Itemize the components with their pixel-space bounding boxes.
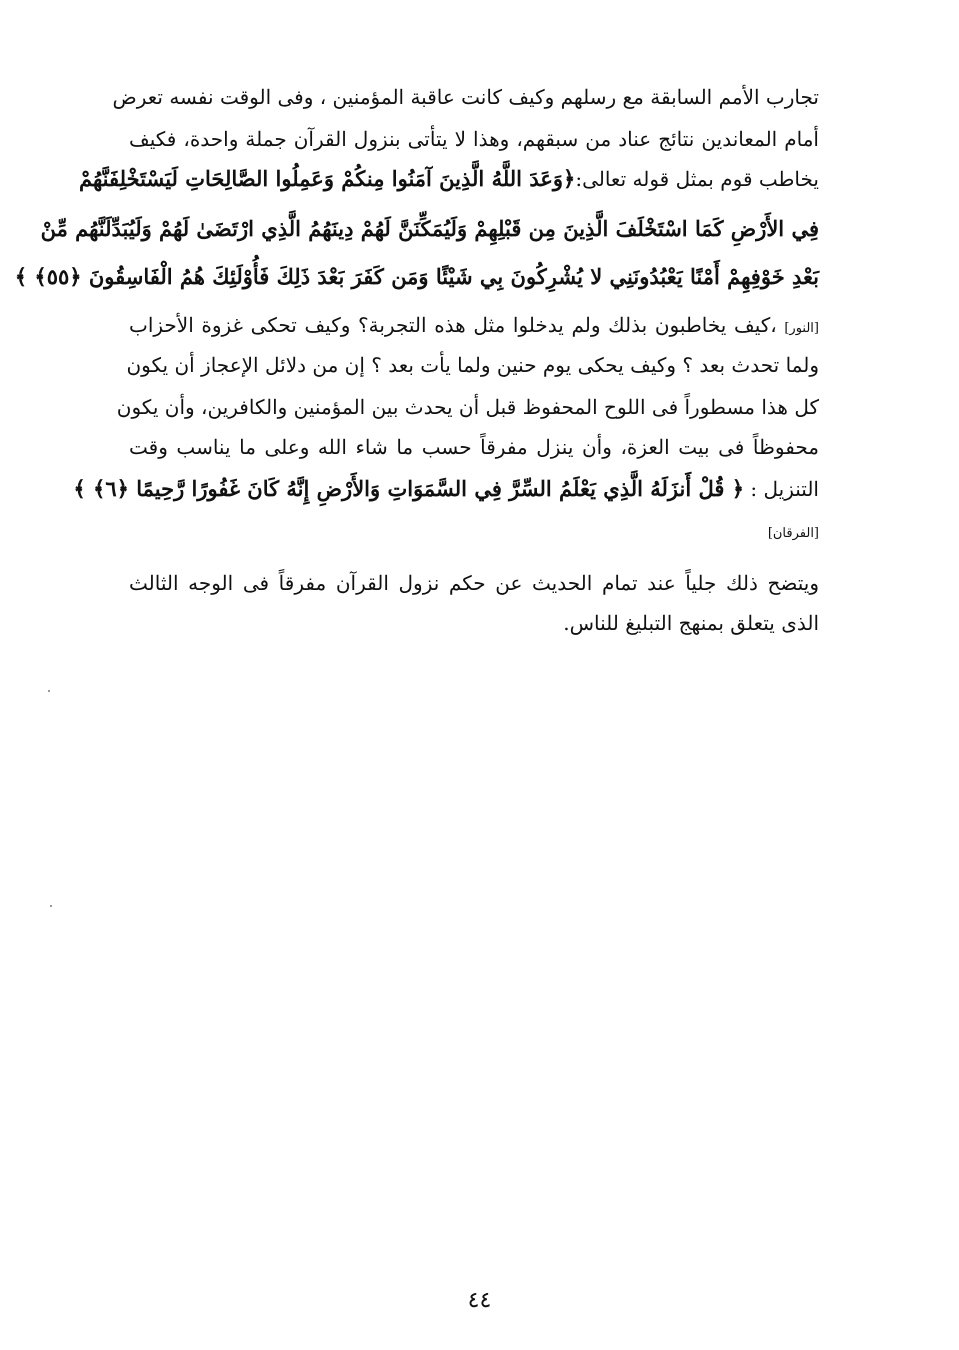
quran-verse-nur-part3: بَعْدِ خَوْفِهِمْ أَمْنًا يَعْبُدُونَنِي لا يُشْرِكُونَ بِي شَيْئًا وَمَن كَفَرَ بَعْدَ ذَلِكَ فَأُوْلَئِكَ هُمُ الْفَاسِقُونَ ﴿٥٥﴾ ﴾	[14, 264, 819, 289]
text-line-6-body: ،كيف يخاطبون بذلك ولم يدخلوا مثل هذه التجربة؟ وكيف تحكى غزوة الأحزاب	[129, 313, 777, 337]
text-line-9: محفوظاً فى بيت العزة، وأن ينزل مفرقاً حسب ما شاء الله وعلى ما يناسب وقت	[129, 435, 819, 459]
paragraph2-line-2: الذى يتعلق بمنهج التبليغ للناس.	[563, 611, 819, 635]
intro-text-2: التنزيل :	[750, 477, 819, 501]
quran-verse-furqan: ﴿ قُلْ أَنزَلَهُ الَّذِي يَعْلَمُ السِّرَّ فِي السَّمَوَاتِ وَالأَرْضِ إِنَّهُ كَانَ غَفُورًا رَّحِيمًا ﴿٦﴾ ﴾	[73, 476, 745, 501]
scan-speck	[48, 690, 50, 692]
text-line-3	[79, 164, 819, 198]
page-number: ٤٤	[467, 1288, 492, 1313]
paragraph2-line-1: ويتضح ذلك جلياً عند تمام الحديث عن حكم نزول القرآن مفرقاً فى الوجه الثالث	[129, 571, 819, 595]
surah-reference-furqan: [الفرقان]	[767, 526, 819, 541]
text-line-6	[129, 310, 819, 344]
surah-reference-nur: [النور]	[784, 321, 819, 336]
text-line-2: أمام المعاندين نتائج عناد من سبقهم، وهذا لا يتأتى بنزول القرآن جملة واحدة، فكيف	[129, 127, 819, 151]
scan-speck	[50, 905, 52, 907]
text-line-1: تجارب الأمم السابقة مع رسلهم وكيف كانت عاقبة المؤمنين ، وفى الوقت نفسه تعرض	[112, 85, 819, 109]
quran-verse-nur-part2: فِي الأَرْضِ كَمَا اسْتَخْلَفَ الَّذِينَ مِن قَبْلِهِمْ وَلَيُمَكِّنَنَّ لَهُمْ دِينَهُمُ الَّذِي ارْتَضَىٰ لَهُمْ وَلَيُبَدِّلَنَّهُم مِّنْ	[40, 216, 819, 241]
text-line-8: كل هذا مسطوراً فى اللوح المحفوظ قبل أن يحدث بين المؤمنين والكافرين، وأن يكون	[116, 395, 819, 419]
text-line-7: ولما تحدث بعد ؟ وكيف يحكى يوم حنين ولما يأت بعد ؟ إن من دلائل الإعجاز أن يكون	[126, 353, 819, 377]
intro-text: يخاطب قوم بمثل قوله تعالى:	[575, 167, 819, 191]
text-line-10	[73, 474, 819, 508]
quran-verse-nur-part1: ﴿وَعَدَ اللَّهُ الَّذِينَ آمَنُوا مِنكُمْ وَعَمِلُوا الصَّالِحَاتِ لَيَسْتَخْلِفَنَّهُمْ	[79, 166, 576, 191]
